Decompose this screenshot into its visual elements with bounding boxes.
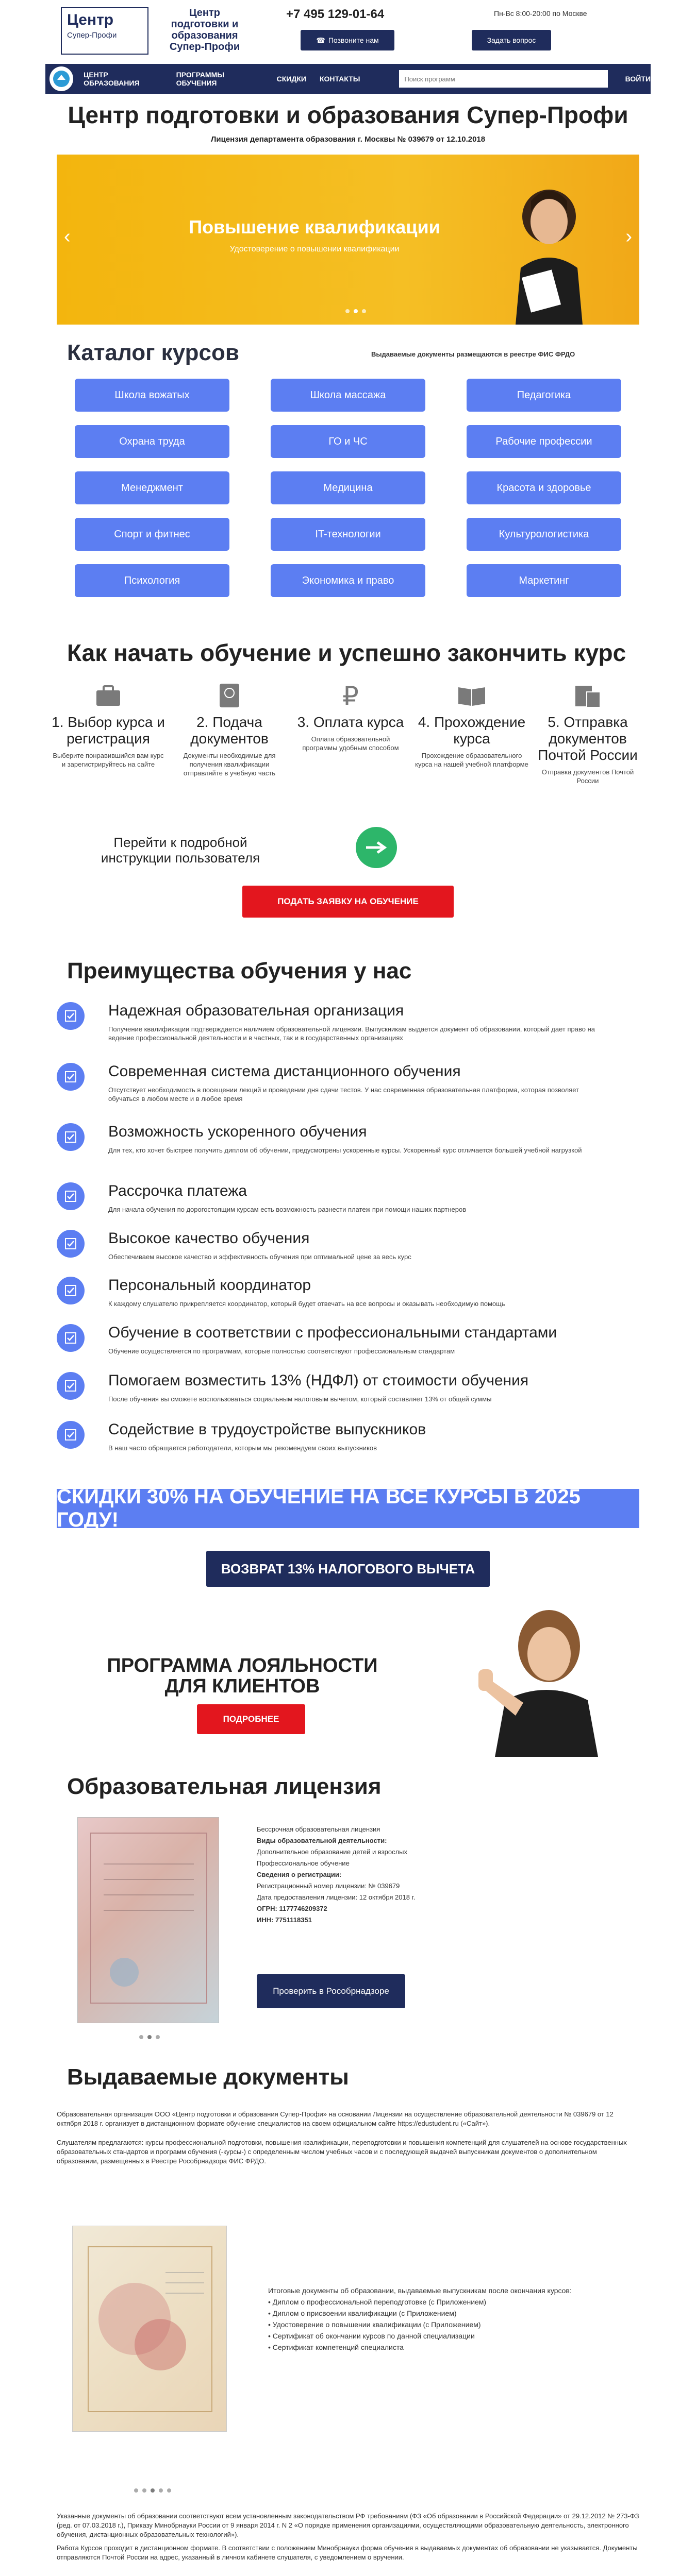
advantage-text: Для начала обучения по дорогостоящим курсам есть возможность разнести платеж при помощи наших партнеров: [108, 1206, 467, 1213]
step-name: 5. Отправка документов Почтой России: [538, 714, 638, 763]
license-line-4: Сведения о регистрации:: [257, 1871, 342, 1878]
site-logo[interactable]: [61, 7, 148, 55]
nav-item-programs[interactable]: ПРОГРАММЫ ОБУЧЕНИЯ: [176, 71, 224, 87]
check-icon: [57, 1324, 85, 1352]
license-dots[interactable]: [139, 2035, 160, 2039]
advantage-text: После обучения вы сможете воспользоваться социальным налоговым вычетом, который составляет 13% от общей суммы: [108, 1395, 492, 1403]
slider-prev-icon[interactable]: ‹: [64, 226, 71, 247]
ask-question-button[interactable]: Задать вопрос: [472, 30, 551, 50]
documents-list-item: • Сертификат об окончании курсов по данной специализации: [268, 2332, 475, 2340]
step-desc: Оплата образовательной программы удобным способом: [302, 735, 399, 752]
diploma-dots[interactable]: [134, 2488, 171, 2493]
search-input[interactable]: [399, 70, 607, 88]
license-line-1: Виды образовательной деятельности:: [257, 1837, 387, 1844]
check-icon: [57, 1372, 85, 1400]
license-line-7: ОГРН: 1177746209372: [257, 1905, 327, 1912]
logo-line1: Центр: [67, 11, 114, 28]
nav-item-center[interactable]: ЦЕНТР ОБРАЗОВАНИЯ: [84, 71, 140, 87]
catalog-item[interactable]: ГО и ЧС: [271, 425, 425, 458]
catalog-item[interactable]: Охрана труда: [75, 425, 229, 458]
documents-list-intro: Итоговые документы об образовании, выдаваемые выпускникам после окончания курсов:: [268, 2286, 572, 2295]
loyalty-person-image: [474, 1597, 624, 1757]
catalog-item[interactable]: Менеджмент: [75, 471, 229, 504]
catalog-item[interactable]: IT-технологии: [271, 518, 425, 551]
step-card: [415, 680, 528, 769]
step-desc: Отправка документов Почтой России: [541, 768, 634, 785]
catalog-item[interactable]: Школа массажа: [271, 379, 425, 412]
page-title: Центр подготовки и образования Супер-Профи: [68, 101, 628, 128]
check-icon: [57, 1230, 85, 1258]
step-name: 3. Оплата курса: [297, 714, 404, 730]
step-card: [52, 680, 165, 769]
check-rosobrnadzor-button[interactable]: Проверить в Рособрнадзоре: [257, 1974, 405, 2008]
check-icon: [57, 1002, 85, 1030]
license-line-8: ИНН: 7751118351: [257, 1916, 312, 1924]
advantage-head: Возможность ускоренного обучения: [108, 1123, 367, 1140]
catalog-item[interactable]: Рабочие профессии: [467, 425, 621, 458]
mail-icon: [531, 680, 644, 711]
catalog-item[interactable]: Медицина: [271, 471, 425, 504]
catalog-item[interactable]: Педагогика: [467, 379, 621, 412]
catalog-item[interactable]: Культурологистика: [467, 518, 621, 551]
nav-item-discounts[interactable]: СКИДКИ: [276, 75, 306, 83]
advantage-head: Рассрочка платежа: [108, 1182, 247, 1199]
call-button[interactable]: [301, 30, 394, 50]
nav-logo-icon[interactable]: [49, 66, 73, 91]
logo-line2: Супер-Профи: [67, 31, 117, 40]
diploma-image[interactable]: [72, 2226, 227, 2432]
hero-person-image: [495, 155, 603, 325]
loyalty-title: ПРОГРАММА ЛОЯЛЬНОСТИ ДЛЯ КЛИЕНТОВ: [107, 1655, 378, 1697]
catalog-note: Выдаваемые документы размещаются в реестре ФИС ФРДО: [371, 350, 575, 358]
step-desc: Прохождение образовательного курса на нашей учебной платформе: [415, 752, 528, 768]
catalog-item[interactable]: Психология: [75, 564, 229, 597]
briefcase-icon: [52, 680, 165, 711]
advantage-text: Для тех, кто хочет быстрее получить диплом об обучении, предусмотрены ускоренные курсы. Ускоренный курс отличается большей учебной нагрузкой: [108, 1146, 582, 1154]
check-icon: [57, 1123, 85, 1151]
documents-title: Выдаваемые документы: [67, 2064, 349, 2090]
documents-paragraph: Указанные документы об образовании соответствуют всем установленным законодательством РФ требованиям (ФЗ «Об образовании в Российской Федерации» от 29.12.2012 № 273-ФЗ (ред. от 07.03.2018 г.), Приказу Минобрнауки России от 9 января 2014 г. N 2 «О порядке применения организациями, осуществляющими образовательную деятельность, электронного обучения, дистанционных образовательных технологий»).: [57, 2512, 639, 2538]
advantage-text: Получение квалификации подтверждается наличием образовательной лицензии. Выпускникам выдается документ об образовании, который дает право на ведение профессиональной деятельности и в частных, так и в государственных организациях: [108, 1025, 595, 1042]
tax-refund-button[interactable]: ВОЗВРАТ 13% НАЛОГОВОГО ВЫЧЕТА: [206, 1551, 490, 1587]
advantage-text: Обеспечиваем высокое качество и эффективность обучения при оптимальной цене за весь курс: [108, 1253, 411, 1261]
documents-list: [268, 2285, 629, 2353]
documents-list-item: • Сертификат компетенций специалиста: [268, 2343, 404, 2351]
documents-paragraph: Работа Курсов проходит в дистанционном формате. В соответствии с положением Минобрнауки форма обучения в выдаваемых документах об образовании не указывается. Документы отправляются Почтой России на адрес, указанный в личном кабинете слушателя, с уведомлением о вручении.: [57, 2544, 638, 2561]
advantage-head: Современная система дистанционного обучения: [108, 1063, 461, 1080]
advantage-head: Помогаем возместить 13% (НДФЛ) от стоимости обучения: [108, 1372, 529, 1389]
advantage-head: Надежная образовательная организация: [108, 1002, 404, 1019]
ruble-icon: [294, 680, 407, 711]
catalog-item[interactable]: Школа вожатых: [75, 379, 229, 412]
loyalty-more-button[interactable]: ПОДРОБНЕЕ: [197, 1704, 305, 1734]
nav-item-contacts[interactable]: КОНТАКТЫ: [319, 75, 360, 83]
discount-banner[interactable]: СКИДКИ 30% НА ОБУЧЕНИЕ НА ВСЕ КУРСЫ В 2025 ГОДУ!: [57, 1489, 639, 1528]
advantage-text: К каждому слушателю прикрепляется координатор, который будет отвечать на все вопросы и оказывать необходимую помощь: [108, 1300, 505, 1308]
step-desc: Документы необходимые для получения квалификации отправляйте в учебную часть: [183, 752, 276, 777]
catalog-item[interactable]: Маркетинг: [467, 564, 621, 597]
documents-list-item: • Удостоверение о повышении квалификации (с Приложением): [268, 2320, 481, 2329]
license-image[interactable]: [77, 1817, 219, 2023]
catalog-item[interactable]: Спорт и фитнес: [75, 518, 229, 551]
working-hours: Пн-Вс 8:00-20:00 по Москве: [494, 9, 587, 18]
site-header: [0, 0, 696, 61]
documents-list-item: • Диплом о профессиональной переподготовке (с Приложением): [268, 2298, 487, 2306]
advantage-text: Отсутствует необходимость в посещении лекций и проведении дня сдачи тестов. У нас современная образовательная платформа, которая позволяет обучаться в любом месте и в любое время: [108, 1086, 579, 1103]
documents-paragraph: Слушателям предлагаются: курсы профессиональной подготовки, повышения квалификации, переподготовки и повышения компетенций для слушателей на основе государственных образовательных стандартов и программ обучения (-курсы-) с определенным числом учебных часов и с последующей выдачей выпускникам документов о дополнительном образовании, размещенных в Реестре Рособрнадзора ФИС ФРДО.: [57, 2139, 627, 2165]
catalog-title: Каталог курсов: [67, 340, 239, 365]
advantage-head: Персональный координатор: [108, 1277, 311, 1294]
arrow-right-icon[interactable]: [356, 827, 397, 868]
license-info: [257, 1824, 525, 1926]
check-icon: [57, 1063, 85, 1091]
instruction-link[interactable]: Перейти к подробной инструкции пользователя: [101, 835, 260, 866]
step-desc: Выберите понравившийся вам курс и зарегистрируйтесь на сайте: [53, 752, 164, 768]
svg-text:₽: ₽: [342, 682, 359, 709]
steps-title: Как начать обучение и успешно закончить курс: [67, 639, 626, 666]
documents-paragraph: Образовательная организация ООО «Центр подготовки и образования Супер-Профи» на основании Лицензии на осуществление образовательной деятельности № 039679 от 12 октября 2018 г. организует в дистанционном формате обучение специалистов на своем официальном сайте https://edustudent.ru («Сайт»).: [57, 2110, 614, 2127]
check-icon: [57, 1277, 85, 1304]
apply-button[interactable]: ПОДАТЬ ЗАЯВКУ НА ОБУЧЕНИЕ: [242, 886, 454, 918]
call-button-label: Позвоните нам: [328, 36, 379, 44]
slider-dots[interactable]: [345, 309, 366, 313]
advantage-text: В наш часто обращается работодатели, которым мы рекомендуем своих выпускников: [108, 1444, 377, 1452]
license-line: Лицензия департамента образования г. Москвы № 039679 от 12.10.2018: [210, 135, 486, 144]
advantage-text: Обучение осуществляется по программам, которые полностью соответствуют профессиональным стандартам: [108, 1347, 455, 1355]
logo-text: Центр подготовки и образования Супер-Профи: [169, 7, 240, 53]
step-card: [531, 680, 644, 785]
hero-slider: [57, 155, 639, 325]
check-icon: [57, 1182, 85, 1210]
advantage-head: Содействие в трудоустройстве выпускников: [108, 1421, 426, 1438]
passport-icon: [173, 680, 286, 711]
step-name: 4. Прохождение курса: [418, 714, 526, 747]
license-line-6: Дата предоставления лицензии: 12 октября 2018 г.: [257, 1893, 416, 1901]
catalog-item[interactable]: Красота и здоровье: [467, 471, 621, 504]
license-line-2: Дополнительное образование детей и взрослых: [257, 1848, 407, 1856]
advantage-head: Высокое качество обучения: [108, 1230, 310, 1247]
step-card: [173, 680, 286, 777]
license-line-3: Профессиональное обучение: [257, 1859, 350, 1867]
step-name: 2. Подача документов: [190, 714, 269, 747]
login-button[interactable]: ВОЙТИ: [625, 75, 651, 83]
advantages-title: Преимущества обучения у нас: [67, 958, 412, 984]
slide-title: Повышение квалификации: [189, 216, 440, 238]
license-line-5: Регистрационный номер лицензии: № 039679: [257, 1882, 400, 1890]
header-phone[interactable]: +7 495 129-01-64: [286, 7, 385, 21]
main-nav: [45, 64, 651, 94]
documents-list-item: • Диплом о присвоении квалификации (с Приложением): [268, 2309, 457, 2317]
check-icon: [57, 1421, 85, 1449]
catalog-item[interactable]: Экономика и право: [271, 564, 425, 597]
license-line-0: Бессрочная образовательная лицензия: [257, 1825, 380, 1833]
phone-icon: ☎: [316, 36, 325, 44]
advantage-head: Обучение в соответствии с профессиональными стандартами: [108, 1324, 557, 1341]
step-card: [294, 680, 407, 752]
book-icon: [415, 680, 528, 711]
slider-next-icon[interactable]: ›: [625, 226, 632, 247]
step-name: 1. Выбор курса и регистрация: [52, 714, 165, 747]
slide-subtitle: Удостоверение о повышении квалификации: [229, 245, 400, 253]
license-section-title: Образовательная лицензия: [67, 1774, 382, 1799]
